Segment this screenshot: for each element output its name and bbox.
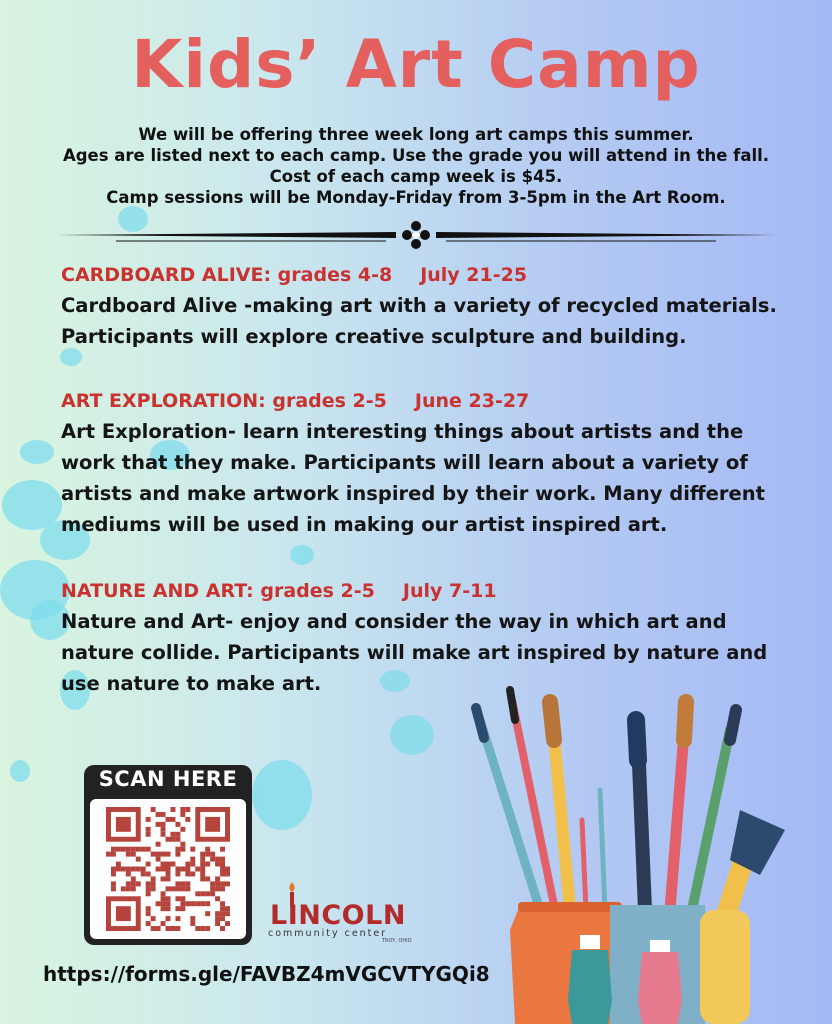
camp-heading (61, 388, 801, 414)
logo-city: TROY, OHIO (382, 938, 412, 944)
scan-here-label: SCAN HERE (98, 767, 238, 791)
camp-heading (61, 578, 801, 604)
intro-line: Camp sessions will be Monday-Friday from 3-5pm in the Art Room. (106, 188, 726, 207)
intro-line: Cost of each camp week is $45. (269, 167, 563, 186)
ornament-divider (56, 218, 776, 252)
camp-description (61, 290, 801, 352)
qr-code-area (90, 799, 246, 939)
intro-text (40, 124, 792, 208)
description-line: artists and make artwork inspired by their work. Many different (61, 482, 765, 505)
signup-url[interactable]: https://forms.gle/FAVBZ4mVGCVTYGQi8 (43, 962, 490, 986)
camp-title: NATURE AND ART: grades 2-5 (61, 580, 375, 602)
description-line: Nature and Art- enjoy and consider the way in which art and (61, 610, 727, 633)
description-line: work that they make. Participants will learn about a variety of (61, 451, 748, 474)
description-line: Art Exploration- learn interesting things about artists and the (61, 420, 744, 443)
qr-code-card[interactable] (84, 765, 252, 945)
lincoln-logo (266, 880, 426, 944)
description-line: mediums will be used in making our artist inspired art. (61, 513, 668, 536)
camp-description (61, 416, 801, 540)
camp-art-exploration (61, 388, 801, 540)
camp-title: ART EXPLORATION: grades 2-5 (61, 390, 387, 412)
description-line: nature collide. Participants will make art inspired by nature and (61, 641, 768, 664)
camp-heading (61, 262, 801, 288)
camp-dates: July 7-11 (402, 580, 497, 602)
logo-name: LINCOLN (270, 900, 406, 931)
camp-cardboard-alive (61, 262, 801, 352)
description-line: Participants will explore creative sculpture and building. (61, 325, 687, 348)
intro-line: Ages are listed next to each camp. Use the grade you will attend in the fall. (62, 146, 770, 165)
qr-code-icon[interactable] (106, 807, 230, 931)
description-line: Cardboard Alive -making art with a variety of recycled materials. (61, 294, 777, 317)
poster-title: Kids’ Art Camp (131, 26, 701, 103)
camp-dates: July 21-25 (420, 264, 528, 286)
intro-line: We will be offering three week long art camps this summer. (138, 125, 694, 144)
camp-dates: June 23-27 (414, 390, 530, 412)
paintbrush-jar-illustration (460, 680, 800, 1024)
logo-subtitle: community center (268, 928, 388, 939)
camp-title: CARDBOARD ALIVE: grades 4-8 (61, 264, 393, 286)
description-line: use nature to make art. (61, 672, 322, 695)
